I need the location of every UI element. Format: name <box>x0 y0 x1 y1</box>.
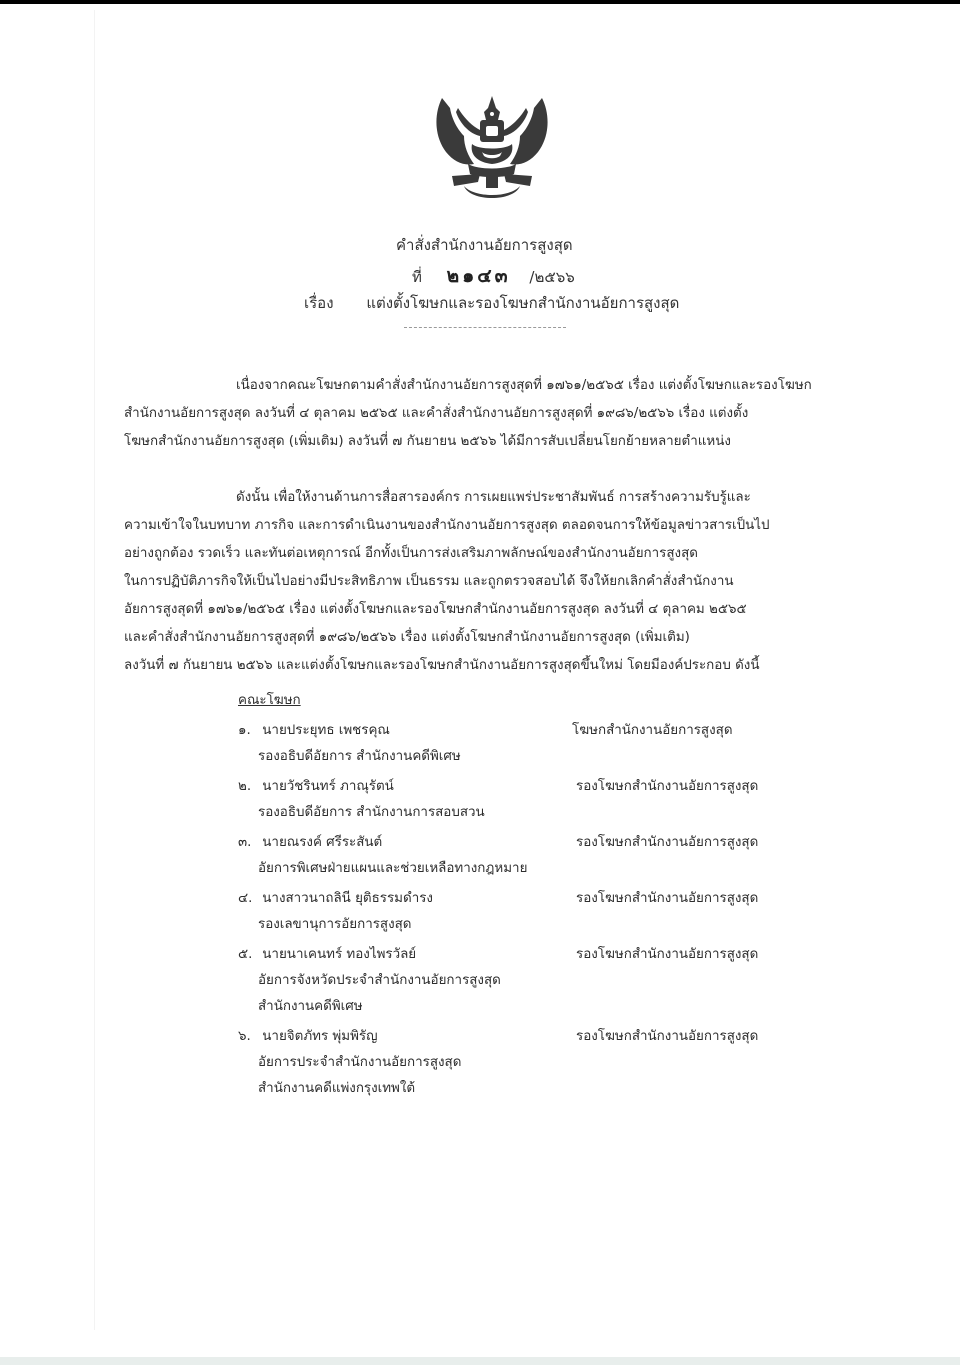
member-number: ๕. <box>238 947 253 962</box>
committee-member <box>238 1024 838 1102</box>
member-role: รองโฆษกสำนักงานอัยการสูงสุด <box>576 947 759 962</box>
subject-row <box>304 291 679 315</box>
committee-member <box>238 774 838 826</box>
order-number-value: ๒๑๔๓ <box>446 265 511 287</box>
paragraph-line: โฆษกสำนักงานอัยการสูงสุด (เพิ่มเติม) ลงวันที่ ๗ กันยายน ๒๕๖๖ ได้มีการสับเปลี่ยนโยกย้ายหลายตำแหน่ง <box>124 434 731 449</box>
member-number: ๔. <box>238 891 253 906</box>
member-position: อัยการพิเศษฝ่ายแผนและช่วยเหลือทางกฎหมาย <box>258 861 528 876</box>
garuda-emblem-icon <box>428 90 556 208</box>
member-name: นายจิตภัทร พุ่มพิรัญ <box>262 1029 378 1044</box>
order-year: /๒๕๖๖ <box>529 268 575 286</box>
member-position: รองอธิบดีอัยการ สำนักงานคดีพิเศษ <box>258 749 461 764</box>
member-name: นางสาวนาถลินี ยุติธรรมดำรง <box>262 891 433 906</box>
member-role: รองโฆษกสำนักงานอัยการสูงสุด <box>576 1029 759 1044</box>
committee-heading: คณะโฆษก <box>238 693 301 708</box>
member-number: ๖. <box>238 1029 251 1044</box>
paragraph-line: ในการปฏิบัติภารกิจให้เป็นไปอย่างมีประสิทธิภาพ เป็นธรรม และถูกตรวจสอบได้ จึงให้ยกเลิกคำสั่งสำนักงาน <box>124 574 734 589</box>
committee-member <box>238 886 838 938</box>
member-number: ๒. <box>238 779 252 794</box>
paragraph-line: ลงวันที่ ๗ กันยายน ๒๕๖๖ และแต่งตั้งโฆษกและรองโฆษกสำนักงานอัยการสูงสุดขึ้นใหม่ โดยมีองค์ประกอบ ดังนี้ <box>124 658 760 673</box>
member-name: นายประยุทธ เพชรคุณ <box>262 723 390 738</box>
paragraph-line: อัยการสูงสุดที่ ๑๗๖๑/๒๕๖๕ เรื่อง แต่งตั้งโฆษกและรองโฆษกสำนักงานอัยการสูงสุด ลงวันที่ ๔ ตุลาคม ๒๕๖๕ <box>124 602 747 617</box>
paragraph-line: และคำสั่งสำนักงานอัยการสูงสุดที่ ๑๙๘๖/๒๕๖๖ เรื่อง แต่งตั้งโฆษกสำนักงานอัยการสูงสุด (เพิ่มเติม) <box>124 630 690 645</box>
bottom-navigation-strip <box>0 1357 960 1365</box>
member-name: นายนาเคนทร์ ทองไพรวัลย์ <box>262 947 417 962</box>
member-role: รองโฆษกสำนักงานอัยการสูงสุด <box>576 835 759 850</box>
order-title: คำสั่งสำนักงานอัยการสูงสุด <box>396 236 573 254</box>
committee-list <box>238 690 838 1106</box>
subject-text: แต่งตั้งโฆษกและรองโฆษกสำนักงานอัยการสูงสุด <box>366 294 680 312</box>
member-number: ๓. <box>238 835 252 850</box>
member-position: อัยการประจำสำนักงานอัยการสูงสุด <box>258 1055 462 1070</box>
member-name: นายณรงค์ ศรีระสันต์ <box>262 835 383 850</box>
paragraph-background <box>124 372 848 456</box>
committee-member <box>238 942 838 1020</box>
committee-member <box>238 830 838 882</box>
paragraph-line: อย่างถูกต้อง รวดเร็ว และทันต่อเหตุการณ์ อีกทั้งเป็นการส่งเสริมภาพลักษณ์ของสำนักงานอัยการสูงสุด <box>124 546 698 561</box>
paragraph-line: ความเข้าใจในบทบาท ภารกิจ และการดำเนินงานของสำนักงานอัยการสูงสุด ตลอดจนการให้ข้อมูลข่าวสารเป็นไป <box>124 518 770 533</box>
member-position: อัยการจังหวัดประจำสำนักงานอัยการสูงสุด <box>258 973 501 988</box>
member-role: รองโฆษกสำนักงานอัยการสูงสุด <box>576 891 759 906</box>
member-role: โฆษกสำนักงานอัยการสูงสุด <box>572 723 733 738</box>
member-position: สำนักงานคดีพิเศษ <box>258 999 363 1014</box>
order-number-row <box>412 261 575 291</box>
paragraph-line: เนื่องจากคณะโฆษกตามคำสั่งสำนักงานอัยการสูงสุดที่ ๑๗๖๑/๒๕๖๕ เรื่อง แต่งตั้งโฆษกและรองโฆษก <box>236 378 812 393</box>
committee-member <box>238 718 838 770</box>
member-name: นายวัชรินทร์ ภาณุรัตน์ <box>262 779 394 794</box>
member-role: รองโฆษกสำนักงานอัยการสูงสุด <box>576 779 759 794</box>
paragraph-line: ดังนั้น เพื่อให้งานด้านการสื่อสารองค์กร การเผยแพร่ประชาสัมพันธ์ การสร้างความรับรู้และ <box>236 490 751 505</box>
order-number-label: ที่ <box>412 268 422 286</box>
paragraph-line: สำนักงานอัยการสูงสุด ลงวันที่ ๔ ตุลาคม ๒๕๖๕ และคำสั่งสำนักงานอัยการสูงสุดที่ ๑๙๘๖/๒๕๖๖ เรื่อง แต่งตั้ง <box>124 406 749 421</box>
member-position: รองเลขานุการอัยการสูงสุด <box>258 917 412 932</box>
title-divider <box>404 327 566 328</box>
scanned-document-page <box>0 4 960 1357</box>
paragraph-decision <box>124 484 848 680</box>
subject-label: เรื่อง <box>304 294 334 312</box>
member-number: ๑. <box>238 723 251 738</box>
member-position: สำนักงานคดีแพ่งกรุงเทพใต้ <box>258 1081 416 1096</box>
member-position: รองอธิบดีอัยการ สำนักงานการสอบสวน <box>258 805 485 820</box>
